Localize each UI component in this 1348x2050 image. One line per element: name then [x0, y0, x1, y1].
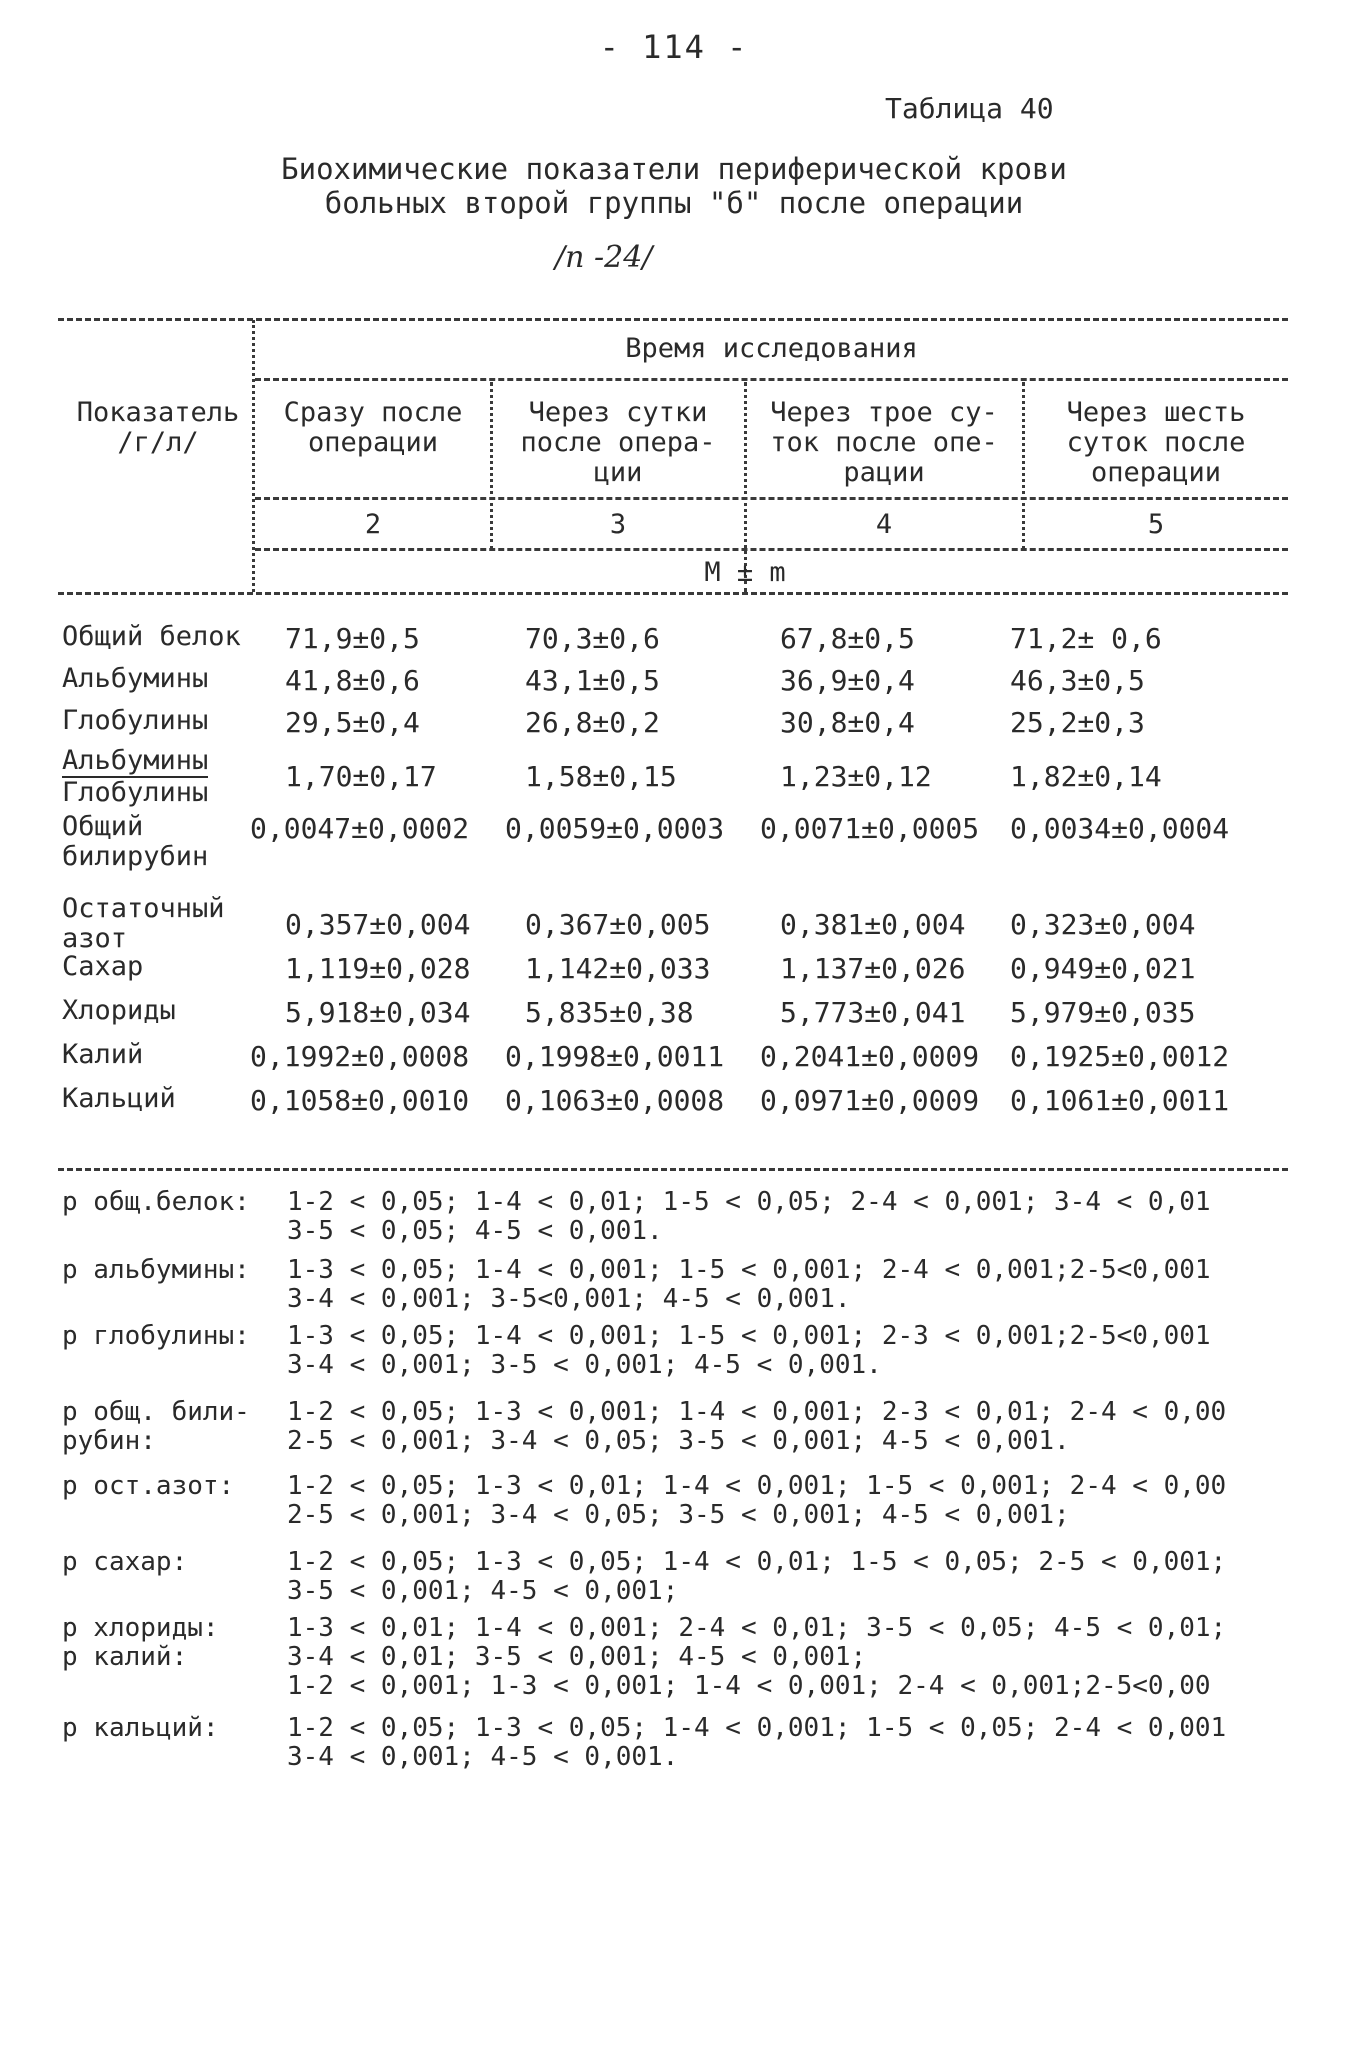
table-cell: 1,119±0,028 [285, 952, 471, 985]
rule-header-bottom [58, 592, 1288, 595]
table-number: Таблица 40 [885, 92, 1054, 125]
page-number: - 114 - [599, 28, 749, 66]
p-value-line: 1-2 < 0,001; 1-3 < 0,001; 1-4 < 0,001; 2-4 < 0,001;2-5<0,00 [287, 1671, 1211, 1701]
table-cell: 36,9±0,4 [780, 664, 915, 697]
col5-number: 5 [1147, 509, 1165, 540]
row-label: Альбумины [62, 663, 209, 694]
p-value-label: р хлориды: р калий: [62, 1613, 219, 1672]
p-value-label: р общ.белок: [62, 1187, 250, 1217]
table-cell: 1,70±0,17 [285, 760, 437, 793]
p-value-label: р сахар: [62, 1547, 188, 1577]
table-cell: 0,0034±0,0004 [1010, 812, 1230, 845]
table-cell: 0,381±0,004 [780, 908, 966, 941]
time-group-heading: Время исследования [625, 333, 918, 364]
table-cell: 1,137±0,026 [780, 952, 966, 985]
p-value-line: 1-3 < 0,05; 1-4 < 0,001; 1-5 < 0,001; 2-4 < 0,001;2-5<0,001 [287, 1255, 1211, 1285]
p-value-line: 3-5 < 0,05; 4-5 < 0,001. [287, 1216, 663, 1246]
row-label: Хлориды [62, 995, 176, 1026]
p-value-label: р альбумины: [62, 1255, 250, 1285]
table-cell: 0,323±0,004 [1010, 908, 1196, 941]
table-cell: 26,8±0,2 [525, 706, 660, 739]
row-label: Кальций [62, 1083, 176, 1114]
table-cell: 5,835±0,38 [525, 996, 694, 1029]
col5-heading: Через шесть суток после операции [1066, 397, 1246, 488]
table-cell: 0,0059±0,0003 [505, 812, 725, 845]
rule-header-nums [255, 548, 1288, 551]
row-label: Сахар [62, 951, 144, 982]
p-value-line: 3-5 < 0,001; 4-5 < 0,001; [287, 1576, 679, 1606]
row-label: Глобулины [62, 705, 209, 736]
table-cell: 0,0047±0,0002 [250, 812, 470, 845]
p-value-label: р кальций: [62, 1713, 219, 1743]
table-cell: 1,58±0,15 [525, 760, 677, 793]
p-value-line: 2-5 < 0,001; 3-4 < 0,05; 3-5 < 0,001; 4-5 < 0,001; [287, 1500, 1070, 1530]
table-cell: 0,2041±0,0009 [760, 1040, 980, 1073]
table-cell: 0,1998±0,0011 [505, 1040, 725, 1073]
rule-table-bottom [58, 1168, 1288, 1171]
col3-heading: Через сутки после опера- ции [520, 397, 716, 488]
table-cell: 46,3±0,5 [1010, 664, 1145, 697]
col4-number: 4 [875, 509, 893, 540]
col2-number: 2 [364, 509, 382, 540]
table-cell: 0,949±0,021 [1010, 952, 1196, 985]
table-cell: 0,0071±0,0005 [760, 812, 980, 845]
p-value-line: 1-2 < 0,05; 1-3 < 0,01; 1-4 < 0,001; 1-5 < 0,001; 2-4 < 0,00 [287, 1471, 1227, 1501]
col3-number: 3 [609, 509, 627, 540]
table-cell: 0,0971±0,0009 [760, 1084, 980, 1117]
table-cell: 0,1058±0,0010 [250, 1084, 470, 1117]
rule-header-group [255, 378, 1288, 381]
table-cell: 0,357±0,004 [285, 908, 471, 941]
table-cell: 30,8±0,4 [780, 706, 915, 739]
row-label: Общий билирубин [62, 811, 209, 872]
p-value-line: 3-4 < 0,001; 3-5<0,001; 4-5 < 0,001. [287, 1284, 851, 1314]
rule-header-cols [255, 497, 1288, 500]
p-value-line: 3-4 < 0,001; 3-5 < 0,001; 4-5 < 0,001. [287, 1350, 882, 1380]
p-value-label: р общ. били- рубин: [62, 1397, 250, 1456]
row-label: Общий белок [62, 621, 241, 652]
table-cell: 0,1992±0,0008 [250, 1040, 470, 1073]
table-cell: 5,979±0,035 [1010, 996, 1196, 1029]
table-cell: 5,918±0,034 [285, 996, 471, 1029]
table-cell: 71,2± 0,6 [1010, 622, 1162, 655]
table-cell: 25,2±0,3 [1010, 706, 1145, 739]
p-value-line: 1-2 < 0,05; 1-3 < 0,05; 1-4 < 0,01; 1-5 < 0,05; 2-5 < 0,001; [287, 1547, 1227, 1577]
row-label: Калий [62, 1039, 144, 1070]
p-value-label: р ост.азот: [62, 1471, 235, 1501]
table-cell: 67,8±0,5 [780, 622, 915, 655]
row-label: Остаточный азот [62, 893, 225, 954]
p-value-line: 1-2 < 0,05; 1-3 < 0,001; 1-4 < 0,001; 2-3 < 0,01; 2-4 < 0,00 [287, 1397, 1227, 1427]
table-cell: 1,82±0,14 [1010, 760, 1162, 793]
table-cell: 41,8±0,6 [285, 664, 420, 697]
table-cell: 0,1925±0,0012 [1010, 1040, 1230, 1073]
table-cell: 0,367±0,005 [525, 908, 711, 941]
p-value-line: 2-5 < 0,001; 3-4 < 0,05; 3-5 < 0,001; 4-5 < 0,001. [287, 1426, 1070, 1456]
p-value-line: 1-2 < 0,05; 1-4 < 0,01; 1-5 < 0,05; 2-4 < 0,001; 3-4 < 0,01 [287, 1187, 1211, 1217]
table-cell: 0,1061±0,0011 [1010, 1084, 1230, 1117]
table-cell: 1,23±0,12 [780, 760, 932, 793]
stat-label: M ± m [704, 557, 786, 588]
caption-line-2: больных второй группы "б" после операции [324, 186, 1024, 220]
col4-heading: Через трое су- ток после опе- рации [770, 397, 998, 488]
col2-heading: Сразу после операции [283, 397, 463, 458]
table-cell: 29,5±0,4 [285, 706, 420, 739]
table-cell: 5,773±0,041 [780, 996, 966, 1029]
sample-size-note: /n -24/ [555, 240, 653, 275]
indicator-heading: Показатель /г/л/ [76, 397, 240, 458]
table-cell: 70,3±0,6 [525, 622, 660, 655]
p-value-label: р глобулины: [62, 1321, 250, 1351]
p-value-line: 1-3 < 0,05; 1-4 < 0,001; 1-5 < 0,001; 2-3 < 0,001;2-5<0,001 [287, 1321, 1211, 1351]
p-value-line: 1-2 < 0,05; 1-3 < 0,05; 1-4 < 0,001; 1-5 < 0,05; 2-4 < 0,001 [287, 1713, 1227, 1743]
table-cell: 71,9±0,5 [285, 622, 420, 655]
table-cell: 1,142±0,033 [525, 952, 711, 985]
p-value-line: 3-4 < 0,001; 4-5 < 0,001. [287, 1742, 679, 1772]
table-cell: 43,1±0,5 [525, 664, 660, 697]
p-value-line: 3-4 < 0,01; 3-5 < 0,001; 4-5 < 0,001; [287, 1642, 867, 1672]
caption-line-1: Биохимические показатели периферической крови [281, 152, 1067, 186]
p-value-line: 1-3 < 0,01; 1-4 < 0,001; 2-4 < 0,01; 3-5 < 0,05; 4-5 < 0,01; [287, 1613, 1227, 1643]
table-cell: 0,1063±0,0008 [505, 1084, 725, 1117]
row-label: Альбумины Глобулины [62, 745, 209, 808]
rule-top [58, 318, 1288, 321]
